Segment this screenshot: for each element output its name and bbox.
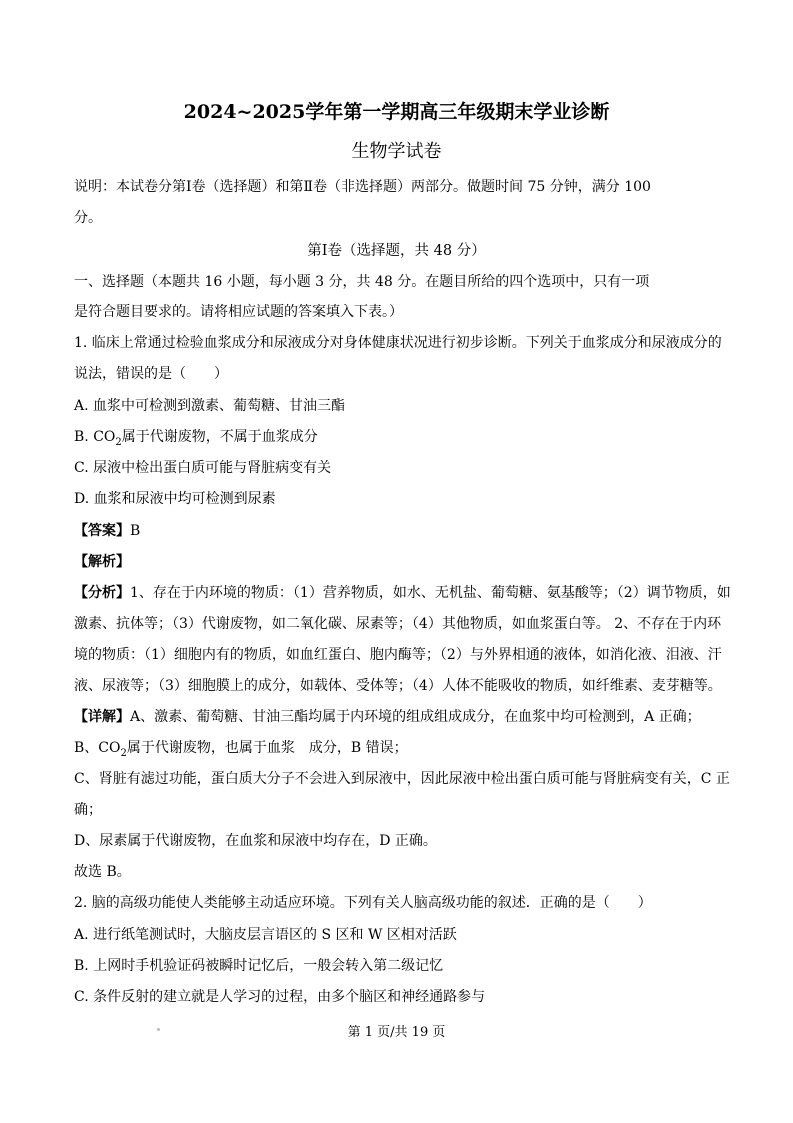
fenxi-tag: 【分析】 [74, 585, 130, 601]
section-instruction-2: 是符合题目要求的。请将相应试题的答案填入下表。） [74, 304, 403, 320]
q2-option-b: B. 上网时手机验证码被瞬时记忆后，一般会转入第二级记忆 [74, 958, 444, 974]
q1-xiangjie-3: C、肾脏有滤过功能，蛋白质大分子不会进入到尿液中，因此尿液中检出蛋白质可能与肾脏病变有关，C 正 [74, 771, 730, 787]
exam-subtitle: 生物学试卷 [351, 141, 442, 162]
q1-fenxi-2: 激素、抗体等；（3）代谢废物，如二氧化碳、尿素等；（4）其他物质，如血浆蛋白等。 2、不存在于内环 [74, 616, 722, 632]
q1-option-c: C. 尿液中检出蛋白质可能与肾脏病变有关 [74, 460, 332, 476]
q1-fenxi-4: 液、尿液等；（3）细胞膜上的成分，如载体、受体等；（4）人体不能吸收的物质，如纤维素、麦芽糖等。 [74, 678, 722, 694]
q1-option-b-post: 属于代谢废物，不属于血浆成分 [121, 429, 318, 445]
q1-analysis-tag [74, 552, 724, 572]
analysis-tag: 【解析】 [74, 554, 130, 570]
q1-fenxi-3: 境的物质：（1）细胞内有的物质，如血红蛋白、胞内酶等；（2）与外界相通的液体，如消化液、泪液、汗 [74, 647, 722, 663]
answer-value: B [130, 523, 141, 539]
q1-stem-1: 1. 临床上常通过检验血浆成分和尿液成分对身体健康状况进行初步诊断。下列关于血浆成分和尿液成分的 [74, 335, 722, 351]
q1-option-b [74, 427, 724, 453]
q1-xiangjie-1 [74, 707, 724, 727]
q1-fenxi-1 [74, 583, 731, 603]
q1-xiangjie-4: 确； [74, 802, 102, 818]
xj2-post: 属于代谢废物，也属于血浆 成分，B 错误； [126, 740, 408, 756]
xiangjie-tag: 【详解】 [74, 709, 130, 725]
q2-option-a: A. 进行纸笔测试时，大脑皮层言语区的 S 区和 W 区相对活跃 [74, 927, 457, 943]
q1-option-a: A. 血浆中可检测到激素、葡萄糖、甘油三酯 [74, 398, 346, 414]
xj2-sub: 2 [120, 747, 127, 759]
intro-line-1: 说明：本试卷分第Ⅰ卷（选择题）和第Ⅱ卷（非选择题）两部分。做题时间 75 分钟，满分 100 [74, 179, 651, 195]
q1-option-b-pre: B. CO [74, 429, 116, 445]
q1-stem-2: 说法，错误的是（ ） [74, 366, 228, 382]
q1-option-d: D. 血浆和尿液中均可检测到尿素 [74, 491, 276, 507]
xj2-pre: B、CO [74, 740, 121, 756]
fenxi-text-1: 1、存在于内环境的物质：（1）营养物质，如水、无机盐、葡萄糖、氨基酸等；（2）调节物质，如 [130, 585, 731, 601]
exam-title: 2024~2025学年第一学期高三年级期末学业诊断 [183, 101, 610, 123]
q1-xiangjie-5: D、尿素属于代谢废物，在血浆和尿液中均存在，D 正确。 [74, 833, 437, 849]
section-instruction-1: 一、选择题（本题共 16 小题，每小题 3 分，共 48 分。在题目所给的四个选项中，只有一项 [74, 274, 650, 290]
section-title: 第Ⅰ卷（选择题，共 48 分） [307, 243, 486, 259]
intro-line-2: 分。 [74, 210, 102, 226]
q2-option-c: C. 条件反射的建立就是人学习的过程，由多个脑区和神经通路参与 [74, 989, 486, 1005]
page-number: 第 1 页/共 19 页 [347, 1025, 446, 1040]
q1-xiangjie-2 [74, 738, 724, 764]
q1-conclusion: 故选 B。 [74, 864, 131, 880]
q2-stem: 2. 脑的高级功能使人类能够主动适应环境。下列有关人脑高级功能的叙述．正确的是（ ） [74, 895, 652, 911]
answer-tag: 【答案】 [74, 523, 130, 539]
xiangjie-text-1: A、激素、葡萄糖、甘油三酯均属于内环境的组成组成成分，在血浆中均可检测到，A 正确； [130, 709, 701, 725]
q1-answer [74, 521, 724, 541]
q1-option-b-sub: 2 [115, 436, 122, 448]
